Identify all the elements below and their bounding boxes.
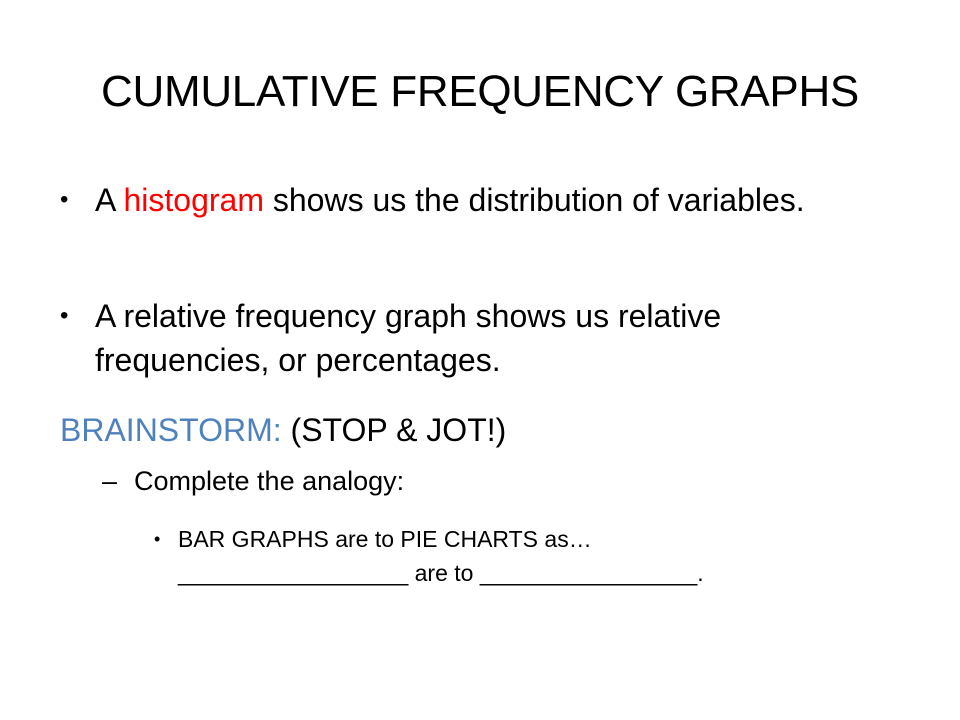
histogram-highlight: histogram xyxy=(123,182,264,218)
analogy-line-2: __________________ are to _________________. xyxy=(178,560,704,586)
brainstorm-rest: (STOP & JOT!) xyxy=(281,412,507,448)
bullet-histogram xyxy=(60,178,880,222)
bullet-dot-icon: • xyxy=(60,302,69,329)
dash-icon: – xyxy=(102,466,118,496)
bullet-text: A relative frequency graph shows us relative frequencies, or percentages. xyxy=(95,298,722,378)
sub-item-text: Complete the analogy: xyxy=(134,466,405,496)
brainstorm-line xyxy=(60,408,506,452)
bullet-text xyxy=(95,178,880,222)
bullet-suffix: shows us the distribution of variables. xyxy=(263,182,805,218)
slide-title: CUMULATIVE FREQUENCY GRAPHS xyxy=(101,67,859,116)
sub-item-analogy xyxy=(102,462,404,500)
bullet-dot-icon: • xyxy=(60,186,69,213)
bullet-prefix: A xyxy=(95,182,124,218)
analogy-line-1: BAR GRAPHS are to PIE CHARTS as… xyxy=(178,526,592,552)
bullet-relative-frequency xyxy=(60,294,880,382)
bullet-dot-icon: • xyxy=(154,529,161,549)
analogy-bullet xyxy=(154,522,854,590)
brainstorm-label: BRAINSTORM: xyxy=(60,412,282,448)
